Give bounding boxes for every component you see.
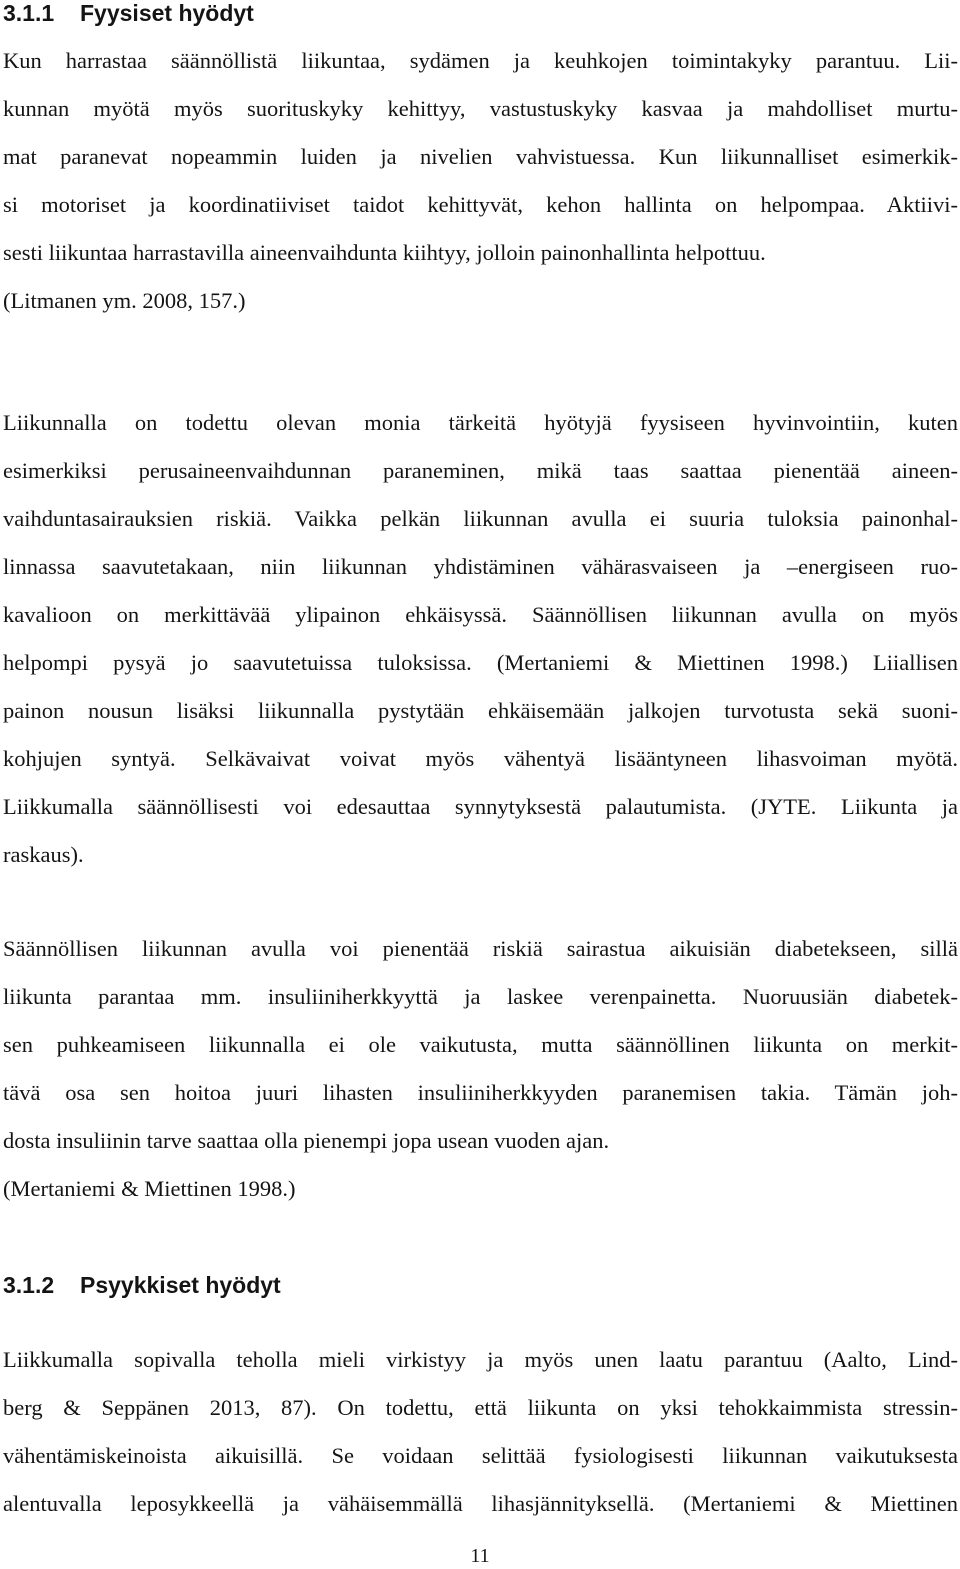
section-number: 3.1.1	[3, 0, 55, 26]
section-heading-psyykkiset	[3, 1272, 281, 1299]
text-line: alentuvalla leposykkeellä ja vähäisemmällä lihasjännityksellä. (Mertaniemi & Miettinen	[3, 1491, 958, 1516]
text-line: mat paranevat nopeammin luiden ja nivelien vahvistuessa. Kun liikunnalliset esimerkik-	[3, 144, 958, 169]
text-line: painon nousun lisäksi liikunnalla pystytään ehkäisemään jalkojen turvotusta sekä suoni-	[3, 698, 958, 723]
text-line: Kun harrastaa säännöllistä liikuntaa, sydämen ja keuhkojen toimintakyky parantuu. Lii-	[3, 48, 958, 73]
paragraph-2	[3, 399, 958, 879]
text-line: sesti liikuntaa harrastavilla aineenvaihdunta kiihtyy, jolloin painonhallinta helpottuu.	[3, 240, 766, 265]
text-line: dosta insuliinin tarve saattaa olla pienempi jopa usean vuoden ajan.	[3, 1128, 610, 1153]
text-line: (Mertaniemi & Miettinen 1998.)	[3, 1176, 296, 1201]
text-line: raskaus).	[3, 842, 84, 867]
text-line: vähentämiskeinoista aikuisillä. Se voidaan selittää fysiologisesti liikunnan vaikutuksesta	[3, 1443, 958, 1468]
text-line: si motoriset ja koordinatiiviset taidot kehittyvät, kehon hallinta on helpompaa. Aktiivi-	[3, 192, 958, 217]
text-line: (Litmanen ym. 2008, 157.)	[3, 288, 246, 313]
text-line: Liikunnalla on todettu olevan monia tärkeitä hyötyjä fyysiseen hyvinvointiin, kuten	[3, 410, 958, 435]
section-heading-fyysiset	[3, 0, 254, 27]
paragraph-3	[3, 925, 958, 1213]
text-line: Liikkumalla säännöllisesti voi edesauttaa synnytyksestä palautumista. (JYTE. Liikunta ja	[3, 794, 958, 819]
text-line: helpompi pysyä jo saavutetuissa tuloksissa. (Mertaniemi & Miettinen 1998.) Liiallisen	[3, 650, 958, 675]
text-line: sen puhkeamiseen liikunnalla ei ole vaikutusta, mutta säännöllinen liikunta on merkit-	[3, 1032, 958, 1057]
text-line: Liikkumalla sopivalla teholla mieli virkistyy ja myös unen laatu parantuu (Aalto, Lind-	[3, 1347, 958, 1372]
section-title: Psyykkiset hyödyt	[80, 1272, 281, 1298]
text-line: vaihduntasairauksien riskiä. Vaikka pelkän liikunnan avulla ei suuria tuloksia painonhal-	[3, 506, 958, 531]
text-line: kohjujen syntyä. Selkävaivat voivat myös vähentyä lisääntyneen lihasvoiman myötä.	[3, 746, 958, 771]
text-line: esimerkiksi perusaineenvaihdunnan paraneminen, mikä taas saattaa pienentää aineen-	[3, 458, 958, 483]
text-line: tävä osa sen hoitoa juuri lihasten insuliiniherkkyyden paranemisen takia. Tämän joh-	[3, 1080, 958, 1105]
text-line: linnassa saavutetakaan, niin liikunnan yhdistäminen vähärasvaiseen ja –energiseen ruo-	[3, 554, 958, 579]
text-line: kunnan myötä myös suorituskyky kehittyy, vastustuskyky kasvaa ja mahdolliset murtu-	[3, 96, 958, 121]
paragraph-1	[3, 37, 958, 325]
text-line: kavalioon on merkittävää ylipainon ehkäisyssä. Säännöllisen liikunnan avulla on myös	[3, 602, 958, 627]
paragraph-4	[3, 1336, 958, 1528]
text-line: Säännöllisen liikunnan avulla voi pienentää riskiä sairastua aikuisiän diabetekseen, sillä	[3, 936, 958, 961]
section-number: 3.1.2	[3, 1272, 55, 1298]
page-number: 11	[470, 1545, 490, 1567]
text-line: liikunta parantaa mm. insuliiniherkkyyttä ja laskee verenpainetta. Nuoruusiän diabetek-	[3, 984, 958, 1009]
section-title: Fyysiset hyödyt	[80, 0, 254, 26]
text-line: berg & Seppänen 2013, 87). On todettu, että liikunta on yksi tehokkaimmista stressin-	[3, 1395, 958, 1420]
